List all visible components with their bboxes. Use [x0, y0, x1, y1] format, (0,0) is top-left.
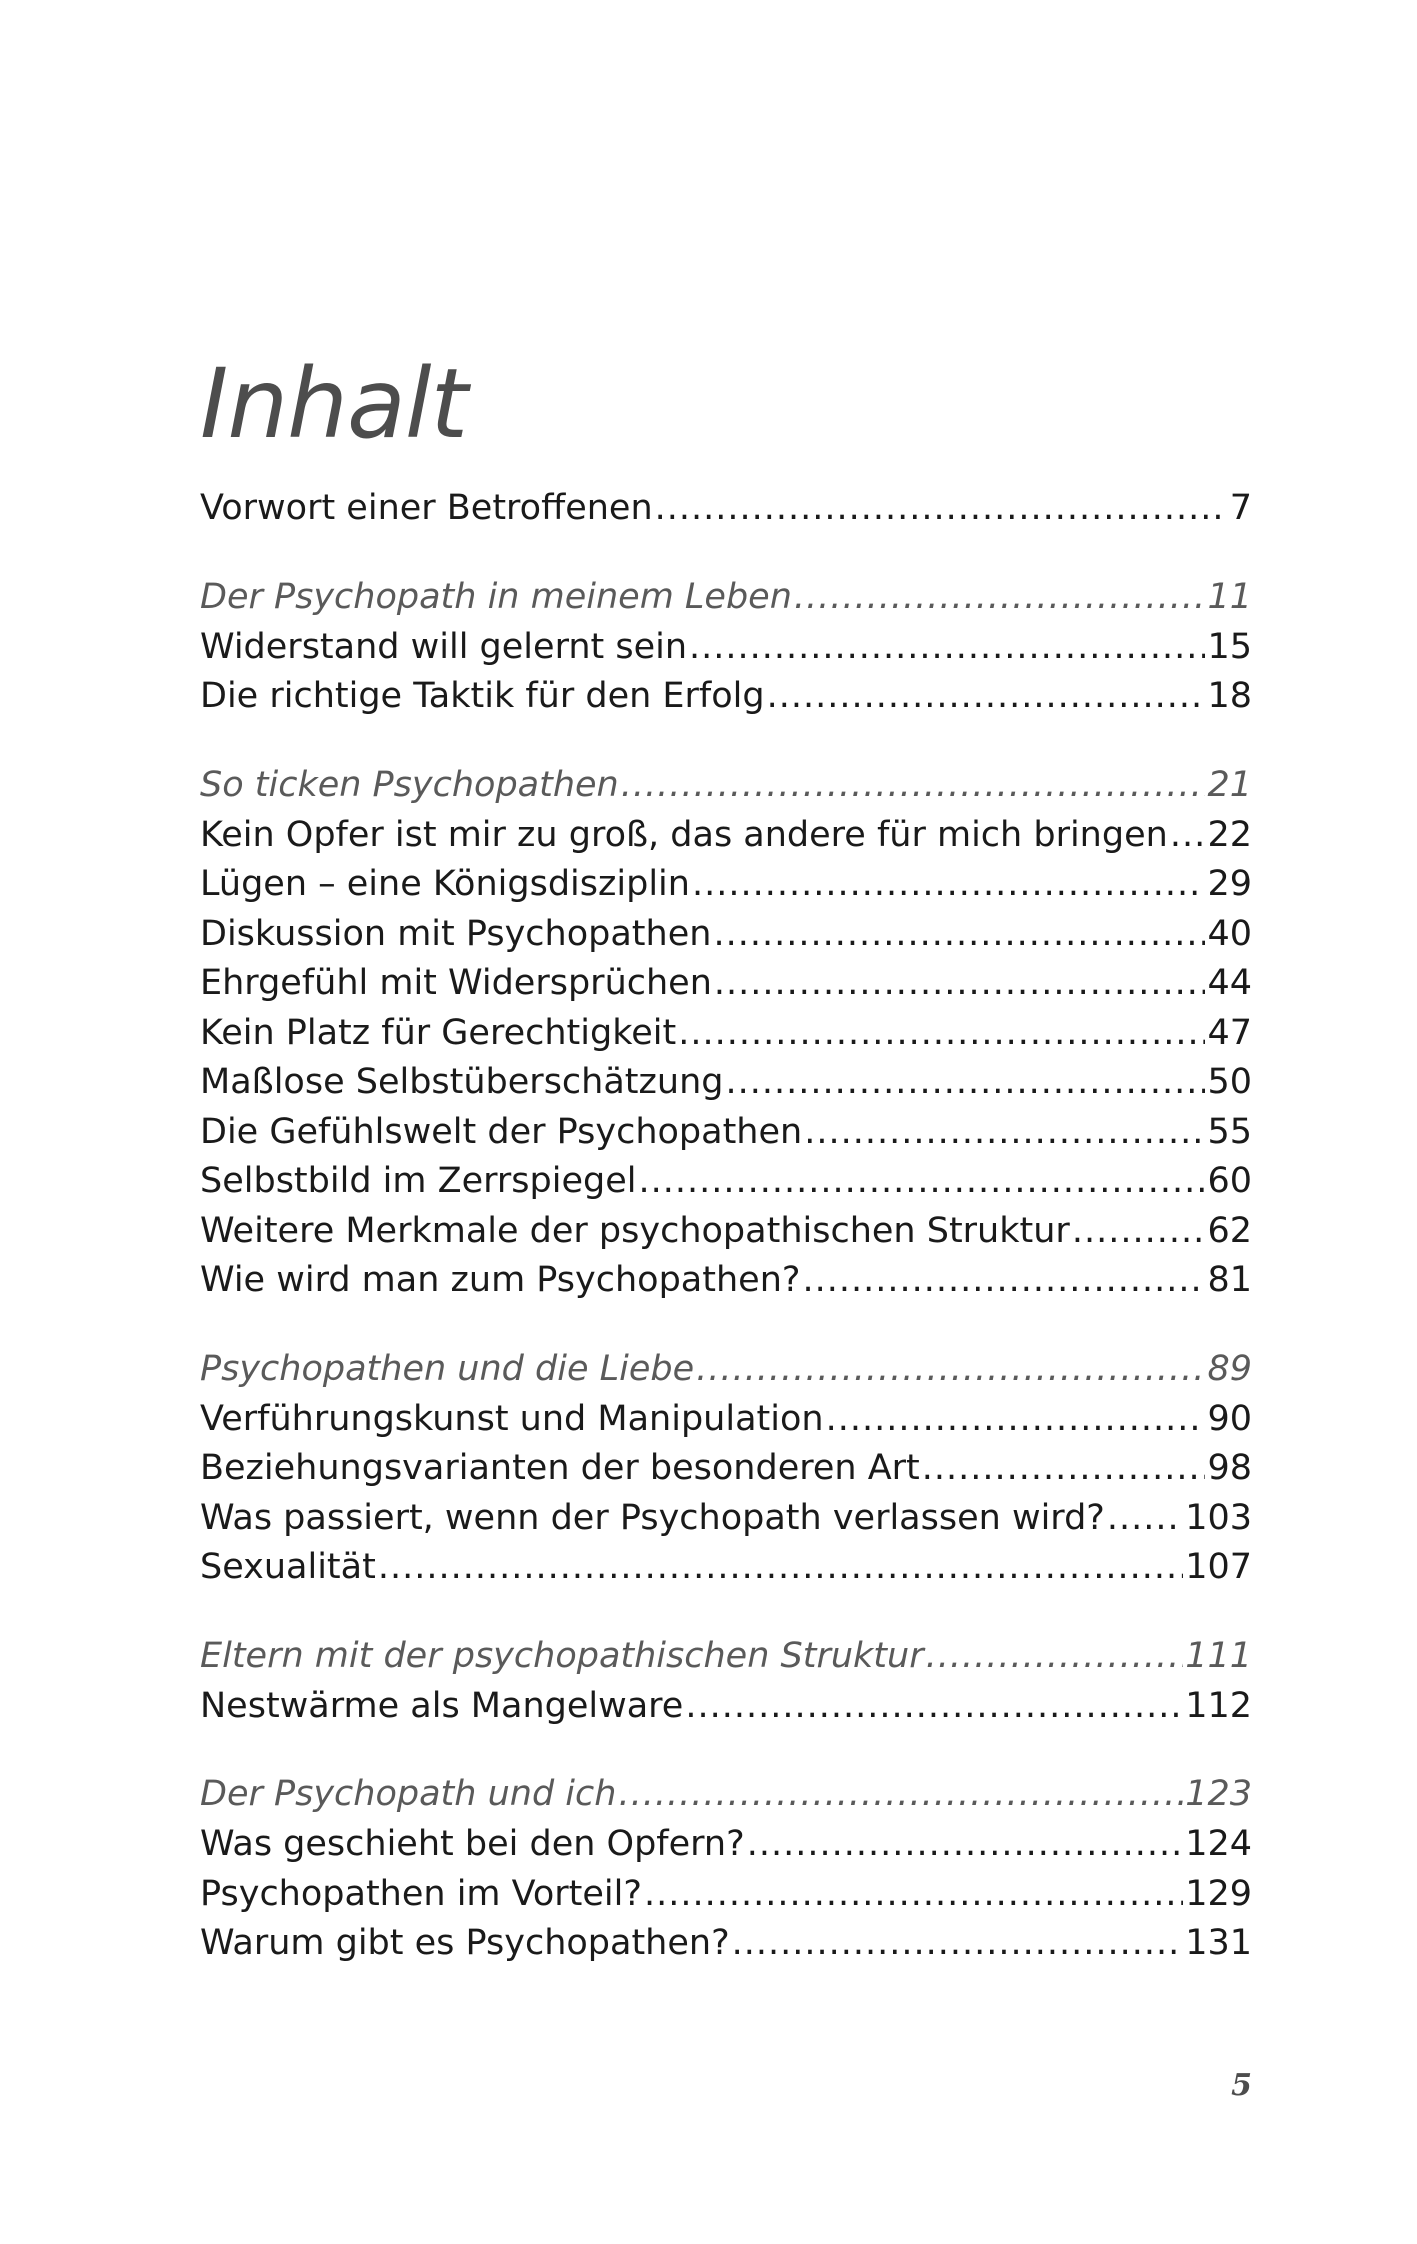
dot-leader [378, 1543, 1183, 1593]
toc-entry-label: Was geschieht bei den Opfern? [200, 1824, 745, 1864]
dot-leader [696, 1344, 1205, 1395]
toc-entry-label: Diskussion mit Psychopathen [200, 913, 712, 954]
toc-section [200, 760, 1252, 1306]
dot-leader [621, 760, 1206, 811]
toc-entry-page: 60 [1207, 1161, 1252, 1201]
toc-chapter-heading[interactable] [200, 1631, 1252, 1682]
toc-entry[interactable] [200, 910, 1252, 960]
toc-heading-label: So ticken Psychopathen [200, 764, 619, 805]
toc-entry[interactable] [200, 1108, 1252, 1158]
toc-entry-page: 62 [1207, 1210, 1252, 1251]
toc-entry-page: 22 [1207, 814, 1252, 855]
toc-entry-page: 124 [1185, 1824, 1252, 1864]
dot-leader [732, 1919, 1184, 1969]
toc-entry-label: Sexualität [200, 1547, 376, 1587]
toc-entry-label: Widerstand will gelernt sein [200, 626, 688, 667]
toc-entry[interactable] [200, 1395, 1252, 1445]
toc-entry[interactable] [200, 959, 1252, 1009]
toc-entry[interactable] [200, 860, 1252, 910]
toc-entry-label: Die richtige Taktik für den Erfolg [200, 676, 765, 716]
toc-heading-page: 11 [1207, 576, 1252, 617]
dot-leader [1072, 1207, 1206, 1257]
toc-entry[interactable] [200, 1682, 1252, 1732]
dot-leader [713, 910, 1205, 960]
toc-entry[interactable] [200, 672, 1252, 722]
dot-leader [922, 1444, 1206, 1494]
dot-leader [638, 1157, 1205, 1207]
toc-chapter-heading[interactable] [200, 1344, 1252, 1395]
dot-leader [802, 1256, 1205, 1306]
dot-leader [767, 672, 1206, 722]
dot-leader [655, 484, 1228, 534]
dot-leader [747, 1820, 1184, 1870]
dot-leader [1170, 811, 1206, 861]
toc-entry-page: 50 [1207, 1062, 1252, 1102]
toc-entry-page: 18 [1207, 676, 1252, 716]
dot-leader [692, 860, 1206, 910]
toc-section [200, 1631, 1252, 1732]
toc-entry-label: Kein Platz für Gerechtigkeit [200, 1012, 677, 1053]
toc-heading-page: 111 [1185, 1635, 1252, 1676]
dot-leader [685, 1682, 1183, 1732]
toc-entry-page: 7 [1229, 488, 1252, 528]
toc-entry[interactable] [200, 1919, 1252, 1969]
toc-heading-page: 89 [1207, 1348, 1252, 1389]
toc-entry-label: Verführungskunst und Manipulation [200, 1398, 824, 1439]
page-title: Inhalt [200, 348, 468, 461]
toc-entry-label: Selbstbild im Zerrspiegel [200, 1161, 637, 1201]
dot-leader [826, 1395, 1206, 1445]
toc-heading-label: Psychopathen und die Liebe [200, 1348, 695, 1389]
toc-heading-page: 123 [1185, 1774, 1252, 1814]
toc-entry-label: Weitere Merkmale der psychopathischen Struktur [200, 1210, 1070, 1251]
toc-entry[interactable] [200, 1207, 1252, 1257]
toc-heading-label: Eltern mit der psychopathischen Struktur [200, 1635, 924, 1676]
toc-entry-page: 40 [1207, 913, 1252, 954]
toc-entry-page: 55 [1207, 1111, 1252, 1152]
toc-chapter-heading[interactable] [200, 572, 1252, 623]
dot-leader [678, 1009, 1205, 1059]
toc-entry[interactable] [200, 1543, 1252, 1593]
dot-leader [644, 1870, 1183, 1920]
toc-entry-page: 107 [1185, 1547, 1252, 1587]
toc-section [200, 484, 1252, 534]
toc-entry[interactable] [200, 1256, 1252, 1306]
dot-leader [926, 1631, 1184, 1682]
toc-entry-page: 112 [1185, 1685, 1252, 1726]
dot-leader [794, 572, 1206, 623]
toc-entry-label: Ehrgefühl mit Widersprüchen [200, 963, 712, 1003]
toc-entry-label: Lügen – eine Königsdisziplin [200, 864, 690, 904]
toc-entry-page: 81 [1207, 1260, 1252, 1300]
toc-entry-label: Wie wird man zum Psychopathen? [200, 1260, 801, 1300]
toc-entry[interactable] [200, 1870, 1252, 1920]
toc-entry-page: 29 [1207, 864, 1252, 904]
toc-heading-page: 21 [1207, 764, 1252, 805]
toc-entry-page: 98 [1207, 1448, 1252, 1488]
toc-entry[interactable] [200, 484, 1252, 534]
toc-entry-page: 131 [1185, 1923, 1252, 1963]
toc-entry[interactable] [200, 623, 1252, 673]
toc-section [200, 572, 1252, 722]
toc-entry-page: 103 [1185, 1497, 1252, 1538]
toc-entry-label: Die Gefühlswelt der Psychopathen [200, 1111, 803, 1152]
dot-leader [804, 1108, 1205, 1158]
toc-entry-page: 90 [1207, 1398, 1252, 1439]
toc-entry-label: Maßlose Selbstüberschätzung [200, 1062, 724, 1102]
dot-leader [618, 1769, 1183, 1820]
toc-chapter-heading[interactable] [200, 1769, 1252, 1820]
dot-leader [1107, 1494, 1183, 1544]
toc-entry-page: 44 [1207, 963, 1252, 1003]
toc-entry-page: 129 [1185, 1873, 1252, 1914]
toc-entry-page: 47 [1207, 1012, 1252, 1053]
toc-heading-label: Der Psychopath in meinem Leben [200, 576, 792, 617]
toc-entry-label: Psychopathen im Vorteil? [200, 1873, 642, 1914]
dot-leader [725, 1058, 1205, 1108]
toc-entry-label: Nestwärme als Mangelware [200, 1685, 684, 1726]
table-of-contents [200, 484, 1252, 2007]
toc-entry-label: Kein Opfer ist mir zu groß, das andere für mich bringen [200, 814, 1168, 855]
toc-entry[interactable] [200, 1009, 1252, 1059]
toc-entry[interactable] [200, 1157, 1252, 1207]
toc-entry-label: Warum gibt es Psychopathen? [200, 1923, 730, 1963]
toc-entry[interactable] [200, 1058, 1252, 1108]
toc-heading-label: Der Psychopath und ich [200, 1774, 617, 1814]
toc-entry-label: Vorwort einer Betroffenen [200, 488, 653, 528]
dot-leader [714, 959, 1206, 1009]
page-number: 5 [1231, 2068, 1252, 2103]
toc-entry[interactable] [200, 1494, 1252, 1544]
toc-chapter-heading[interactable] [200, 760, 1252, 811]
toc-entry[interactable] [200, 1444, 1252, 1494]
toc-entry[interactable] [200, 1820, 1252, 1870]
toc-entry-page: 15 [1207, 626, 1252, 667]
toc-entry-label: Was passiert, wenn der Psychopath verlassen wird? [200, 1497, 1105, 1538]
toc-entry[interactable] [200, 811, 1252, 861]
dot-leader [689, 623, 1205, 673]
toc-section [200, 1344, 1252, 1593]
toc-entry-label: Beziehungsvarianten der besonderen Art [200, 1448, 920, 1488]
toc-section [200, 1769, 1252, 1969]
